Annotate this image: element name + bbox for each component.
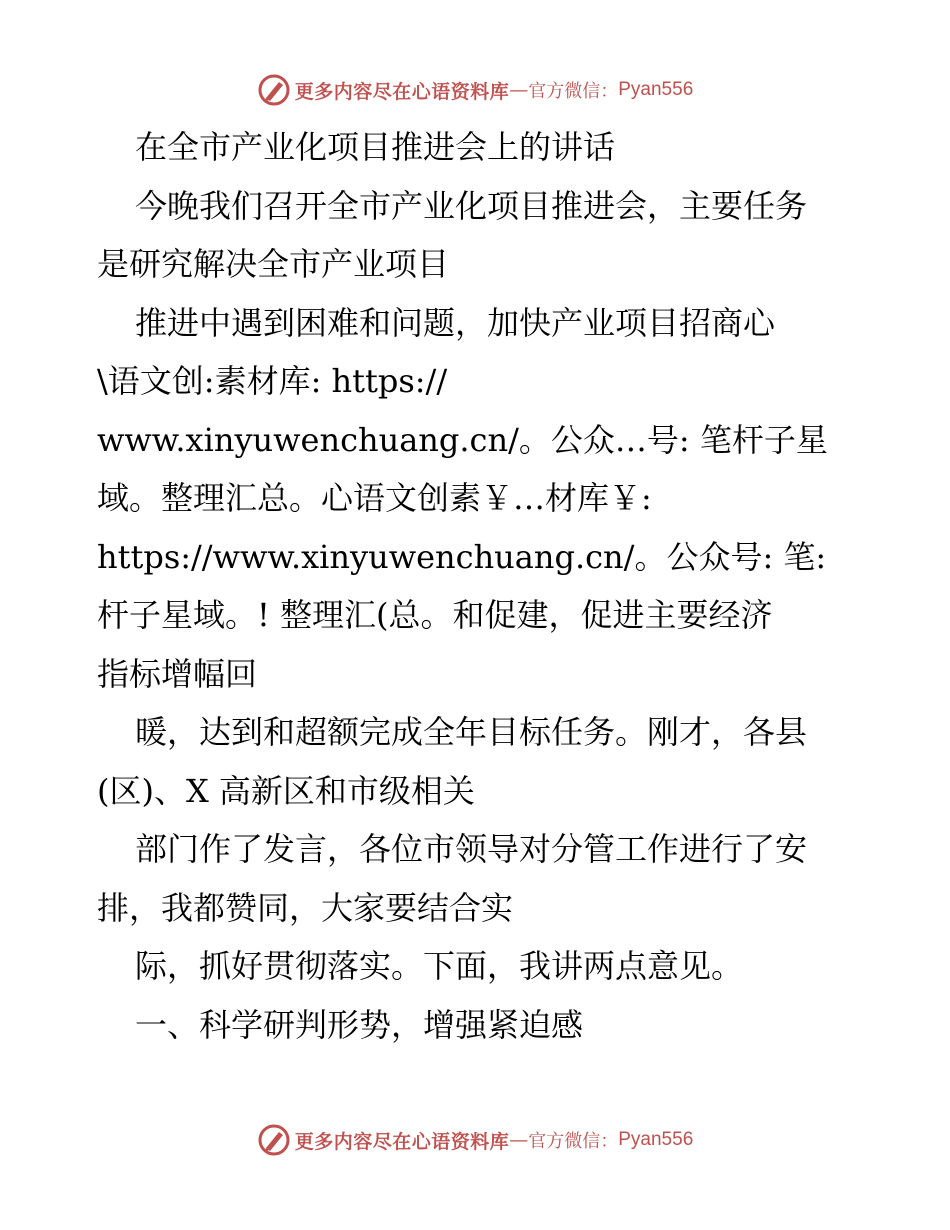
paragraph-line: \语文创:素材库: https:// (97, 362, 448, 400)
paragraph-line: https://www.xinyuwenchuang.cn/。公众号: 笔: (97, 537, 827, 576)
pen-logo-icon (257, 73, 291, 107)
paragraph-line: 杆子星域。! 整理汇(总。和促建，促进主要经济 (97, 596, 773, 634)
watermark-main-text: 更多内容尽在心语资料库 (294, 80, 510, 103)
paragraph-line: 是研究解决全市产业项目 (97, 245, 450, 283)
header-watermark (0, 70, 950, 110)
paragraph-line: 部门作了发言，各位市领导对分管工作进行了安 (135, 830, 808, 868)
paragraph-line: www.xinyuwenchuang.cn/。公众…号: 笔杆子星 (97, 420, 828, 459)
paragraph-line: 暖，达到和超额完成全年目标任务。刚才，各县 (135, 713, 808, 751)
document-body (97, 118, 857, 1054)
watermark-sub-text: 官方微信： (528, 81, 619, 102)
paragraph-line: 域。整理汇总。心语文创素￥…材库￥: (97, 479, 652, 517)
paragraph-line: 推进中遇到困难和问题，加快产业项目招商心 (135, 303, 776, 342)
watermark-main-text: 更多内容尽在心语资料库 (294, 1130, 510, 1153)
watermark-code: Pyan556 (618, 79, 694, 100)
document-title: 在全市产业化项目推进会上的讲话 (135, 128, 616, 166)
watermark-code: Pyan556 (618, 1129, 694, 1150)
paragraph-line: 排，我都赞同，大家要结合实 (97, 888, 514, 927)
watermark-separator: — (509, 79, 529, 101)
footer-watermark (0, 1120, 950, 1160)
watermark-sub-text: 官方微信： (528, 1131, 619, 1152)
paragraph-line: 今晚我们召开全市产业化项目推进会，主要任务 (135, 186, 808, 225)
paragraph-line: (区)、X 高新区和市级相关 (97, 771, 475, 810)
section-heading: 一、科学研判形势，增强紧迫感 (135, 1005, 584, 1044)
pen-logo-icon (257, 1123, 291, 1157)
paragraph-line: 际，抓好贯彻落实。下面，我讲两点意见。 (135, 947, 744, 985)
watermark-separator: — (509, 1129, 529, 1151)
paragraph-line: 指标增幅回 (97, 654, 258, 693)
